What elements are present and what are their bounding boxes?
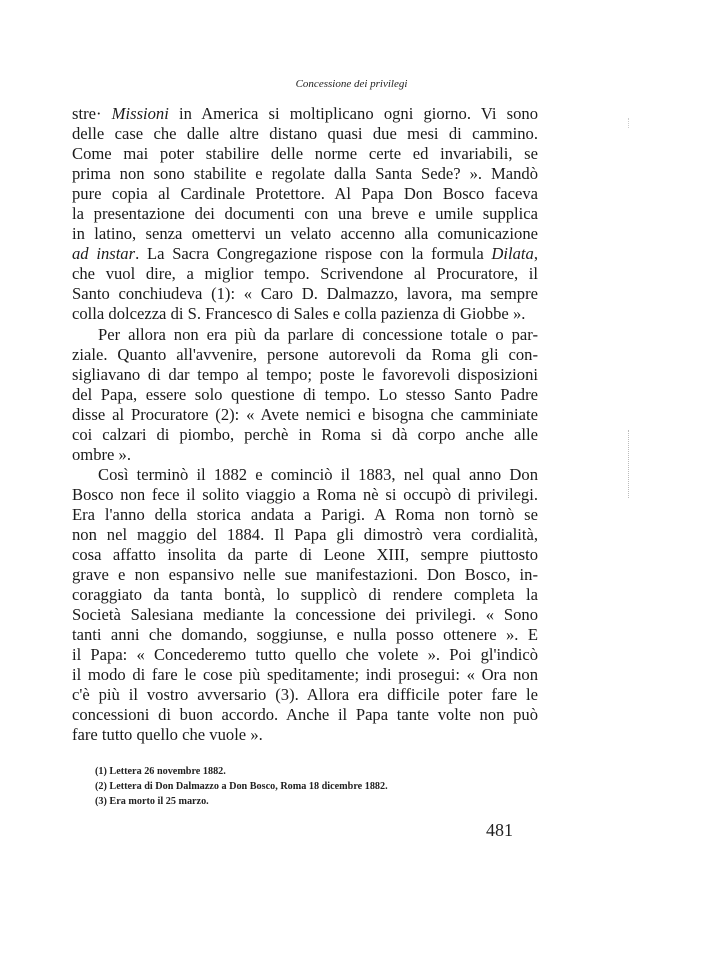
text-run: il Papa: « Concederemo tutto quello che volete ». Poi gl'indicò <box>72 645 538 665</box>
text-line <box>72 284 538 304</box>
text-run: sigliavano di dar tempo al tempo; poste le favorevoli disposizioni <box>72 364 538 384</box>
text-run: grave e non espansivo nelle sue manifestazioni. Don Bosco, in- <box>72 565 538 585</box>
text-line <box>72 365 538 385</box>
text-run: . La Sacra Congregazione rispose con la formula <box>135 244 492 264</box>
text-run: pure copia al Cardinale Protettore. Al Papa Don Bosco faceva <box>72 184 538 204</box>
text-line <box>72 345 538 365</box>
text-run: Società Salesiana mediante la concessione dei privilegi. « Sono <box>72 605 538 625</box>
text-run: disse al Procuratore (2): « Avete nemici e bisogna che camminiate <box>72 404 538 424</box>
text-line <box>72 545 538 565</box>
text-line <box>72 184 538 204</box>
text-line <box>72 605 538 625</box>
text-run: non nel maggio del 1884. Il Papa gli dimostrò vera cordialità, <box>72 524 538 544</box>
text-run: delle case che dalle altre distano quasi due mesi di cammino. <box>72 124 538 144</box>
text-line <box>72 705 538 725</box>
text-line <box>72 244 538 264</box>
text-run: coi calzari di piombo, perchè in Roma si dà corpo anche alle <box>72 424 538 444</box>
paragraph <box>72 465 538 746</box>
scan-artifact <box>628 430 629 498</box>
scan-artifact <box>628 118 629 128</box>
text-line <box>72 625 538 645</box>
text-line <box>72 585 538 605</box>
text-run: cosa affatto insolita da parte di Leone XIII, sempre piuttosto <box>72 545 538 565</box>
text-line <box>72 385 538 405</box>
footnote-3: (3) Era morto il 25 marzo. <box>95 796 209 807</box>
text-run: Così terminò il 1882 e cominciò il 1883, nel qual anno Don <box>98 464 538 484</box>
italic-phrase: Missioni <box>111 104 169 123</box>
text-line <box>72 405 538 425</box>
text-run: che vuol dire, a miglior tempo. Scrivendone al Procuratore, il <box>72 264 538 284</box>
text-line <box>72 485 538 505</box>
text-run: fare tutto quello che vuole ». <box>72 725 263 745</box>
body-text <box>72 104 538 746</box>
text-run: prima non sono stabilite e regolate dalla Santa Sede? ». Mandò <box>72 164 538 184</box>
running-head: Concessione dei privilegi <box>295 78 408 90</box>
text-run: concessioni di buon accordo. Anche il Papa tante volte non può <box>72 705 538 725</box>
text-line <box>72 144 538 164</box>
text-line <box>72 445 538 465</box>
text-run: in latino, senza omettervi un velato accenno alla comunicazione <box>72 224 538 244</box>
text-line <box>72 164 538 184</box>
text-run: tanti anni che domando, soggiunse, e nulla posso ottenere ». E <box>72 625 538 645</box>
text-run: Per allora non era più da parlare di concessione totale o par- <box>98 324 538 344</box>
paragraph <box>72 104 538 325</box>
paragraph <box>72 325 538 465</box>
text-run: il modo di fare le cose più speditamente; indi prosegui: « Ora non <box>72 665 538 685</box>
text-line <box>72 725 538 745</box>
text-line <box>72 124 538 144</box>
text-line <box>72 565 538 585</box>
footnotes <box>95 764 515 809</box>
text-line <box>72 665 538 685</box>
text-run: Bosco non fece il solito viaggio a Roma nè si occupò di privilegi. <box>72 484 538 504</box>
text-line <box>72 204 538 224</box>
text-run: colla dolcezza di S. Francesco di Sales e colla pazienza di Giobbe ». <box>72 304 526 324</box>
text-line <box>72 224 538 244</box>
footnote-1: (1) Lettera 26 novembre 1882. <box>95 766 226 777</box>
text-run: in America si moltiplicano ogni giorno. Vi sono <box>168 104 538 123</box>
text-run: Santo conchiudeva (1): « Caro D. Dalmazzo, lavora, ma sempre <box>72 284 538 304</box>
text-line <box>72 505 538 525</box>
text-run: , <box>533 244 538 264</box>
text-run: del Papa, essere solo questione di tempo. Lo stesso Santo Padre <box>72 384 538 404</box>
text-line <box>72 465 538 485</box>
page-number: 481 <box>486 820 513 840</box>
text-run: ziale. Quanto all'avvenire, persone autorevoli da Roma gli con- <box>72 344 538 364</box>
text-line <box>72 645 538 665</box>
italic-phrase: Dilata <box>491 244 534 264</box>
text-line <box>72 104 538 124</box>
text-run: Come mai poter stabilire delle norme certe ed invariabili, se <box>72 144 538 164</box>
text-line <box>72 525 538 545</box>
text-line <box>72 685 538 705</box>
text-run: stre· <box>72 104 112 123</box>
footnote-2: (2) Lettera di Don Dalmazzo a Don Bosco, Roma 18 dicembre 1882. <box>95 781 388 792</box>
text-run: Era l'anno della storica andata a Parigi. A Roma non tornò se <box>72 504 538 524</box>
text-run: coraggiato da tanta bontà, lo supplicò di rendere completa la <box>72 585 538 605</box>
text-line <box>72 264 538 284</box>
italic-phrase: ad instar <box>72 244 136 264</box>
text-line <box>72 425 538 445</box>
text-run: c'è più il vostro avversario (3). Allora era difficile poter fare le <box>72 685 538 705</box>
text-line <box>72 325 538 345</box>
text-run: la presentazione dei documenti con una breve e umile supplica <box>72 204 538 224</box>
text-line <box>72 304 538 324</box>
text-run: ombre ». <box>72 444 131 464</box>
